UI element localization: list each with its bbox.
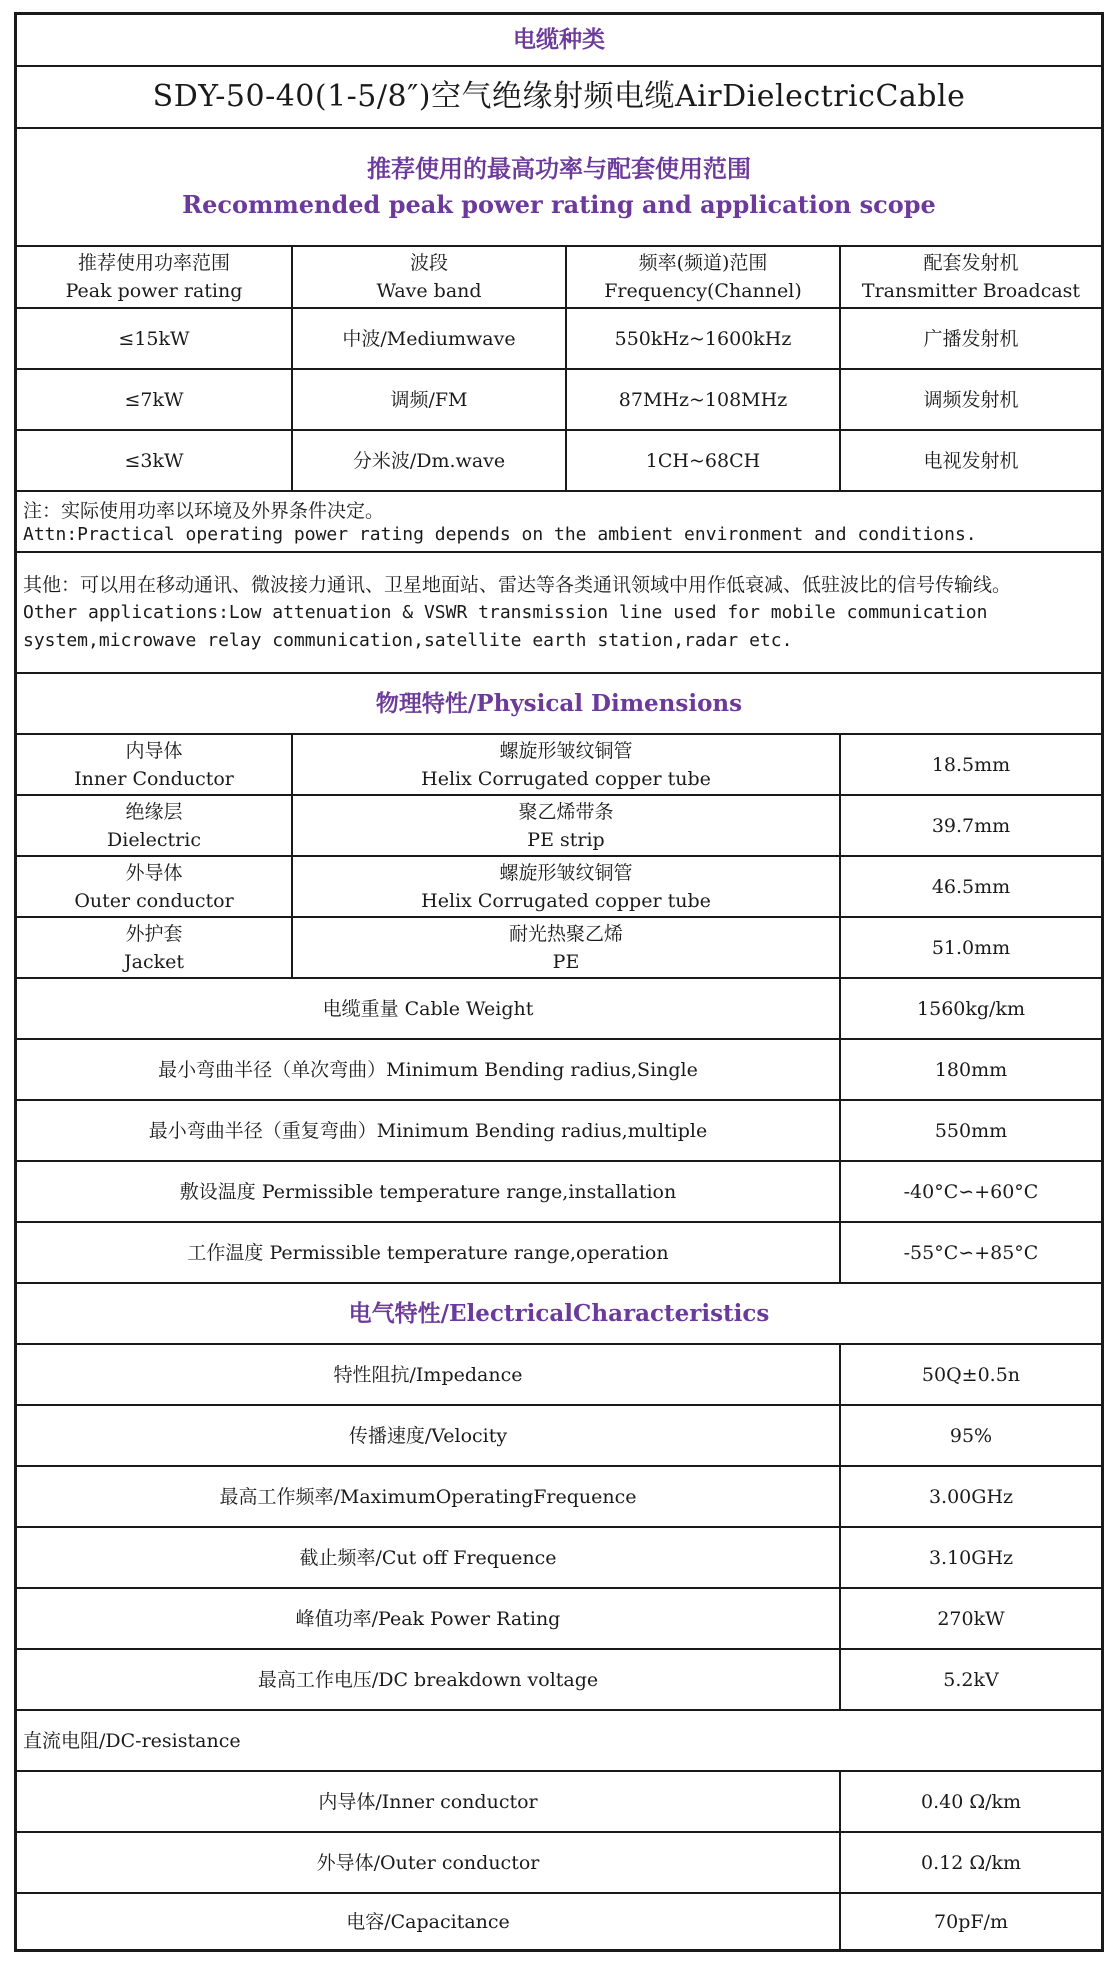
property-value: 3.10GHz bbox=[839, 1528, 1101, 1587]
table-row bbox=[17, 1833, 1101, 1894]
cable-name: SDY-50-40(1-5/8″)空气绝缘射频电缆AirDielectricCable bbox=[152, 79, 966, 114]
layer-name bbox=[17, 796, 291, 855]
col-header-band-cn: 波段 bbox=[409, 252, 448, 274]
transmitter-cell: 电视发射机 bbox=[839, 431, 1101, 490]
col-header-power-en: Peak power rating bbox=[65, 280, 243, 302]
layer-name-cn: 内导体 bbox=[125, 739, 183, 762]
attention-note bbox=[17, 492, 1101, 553]
other-cn: 其他：可以用在移动通讯、微波接力通讯、卫星地面站、雷达等各类通讯领域中用作低衰减、低驻波比的信号传输线。 bbox=[23, 573, 1012, 596]
category-title: 电缆种类 bbox=[513, 26, 605, 53]
property-value: 5.2kV bbox=[839, 1650, 1101, 1709]
col-header-frequency-cn: 频率(频道)范围 bbox=[638, 252, 768, 274]
table-row bbox=[17, 1589, 1101, 1650]
col-header-band-en: Wave band bbox=[376, 280, 482, 302]
note-cn: 注：实际使用功率以环境及外界条件决定。 bbox=[23, 499, 385, 522]
layer-material-en: PE bbox=[552, 950, 580, 973]
attention-note-text bbox=[17, 492, 1101, 551]
property-label: 最小弯曲半径（重复弯曲）Minimum Bending radius,multiple bbox=[148, 1119, 708, 1142]
table-row bbox=[17, 431, 1101, 492]
layer-material-en: PE strip bbox=[527, 828, 605, 851]
physical-section-header bbox=[17, 674, 1101, 735]
table-row bbox=[17, 1101, 1101, 1162]
property-value: 50Q±0.5n bbox=[839, 1345, 1101, 1404]
property-value: -55°C∽+85°C bbox=[839, 1223, 1101, 1282]
layer-material-en: Helix Corrugated copper tube bbox=[421, 889, 711, 912]
col-header-transmitter-cn: 配套发射机 bbox=[923, 252, 1019, 274]
transmitter-cell: 调频发射机 bbox=[839, 370, 1101, 429]
table-row bbox=[17, 735, 1101, 796]
layer-name-cn: 绝缘层 bbox=[125, 800, 183, 823]
power-section-title bbox=[17, 129, 1101, 245]
band-cell: 分米波/Dm.wave bbox=[291, 431, 565, 490]
property-value: 70pF/m bbox=[839, 1894, 1101, 1949]
layer-value: 39.7mm bbox=[839, 796, 1101, 855]
table-row bbox=[17, 1162, 1101, 1223]
power-cell: ≤7kW bbox=[124, 388, 184, 411]
cable-name-row bbox=[17, 67, 1101, 129]
table-row bbox=[17, 1345, 1101, 1406]
property-value: 0.12 Ω/km bbox=[839, 1833, 1101, 1892]
table-row bbox=[17, 1772, 1101, 1833]
other-applications-text bbox=[17, 553, 1101, 672]
power-section-header bbox=[17, 129, 1101, 247]
layer-name-en: Outer conductor bbox=[74, 889, 234, 912]
property-label: 最小弯曲半径（单次弯曲）Minimum Bending radius,Single bbox=[158, 1058, 698, 1081]
layer-material-cn: 聚乙烯带条 bbox=[518, 800, 614, 823]
power-section-title-cn: 推荐使用的最高功率与配套使用范围 bbox=[367, 154, 751, 183]
layer-name-cn: 外导体 bbox=[125, 861, 183, 884]
band-cell: 中波/Mediumwave bbox=[291, 309, 565, 368]
spec-sheet bbox=[14, 12, 1104, 1952]
other-en: Other applications:Low attenuation & VSWR transmission line used for mobile communication system,microwave relay communication,satellite earth station,radar etc. bbox=[23, 601, 988, 651]
band-cell: 调频/FM bbox=[291, 370, 565, 429]
note-en: Attn:Practical operating power rating depends on the ambient environment and conditions. bbox=[23, 523, 977, 545]
layer-value: 18.5mm bbox=[839, 735, 1101, 794]
electrical-section-title: 电气特性/ElectricalCharacteristics bbox=[348, 1299, 770, 1327]
layer-name bbox=[17, 857, 291, 916]
property-value: 3.00GHz bbox=[839, 1467, 1101, 1526]
col-header-power-cn: 推荐使用功率范围 bbox=[77, 252, 230, 274]
frequency-cell: 550kHz~1600kHz bbox=[565, 309, 839, 368]
dc-resistance-header bbox=[17, 1711, 1101, 1772]
layer-material-cn: 螺旋形皱纹铜管 bbox=[499, 739, 633, 762]
property-label: 敷设温度 Permissible temperature range,installation bbox=[179, 1180, 677, 1203]
physical-section-title: 物理特性/Physical Dimensions bbox=[375, 689, 743, 717]
table-row bbox=[17, 1894, 1101, 1949]
layer-material bbox=[291, 918, 839, 977]
table-row bbox=[17, 1467, 1101, 1528]
table-row bbox=[17, 370, 1101, 431]
col-header-frequency-en: Frequency(Channel) bbox=[604, 280, 802, 302]
property-value: -40°C∽+60°C bbox=[839, 1162, 1101, 1221]
table-row bbox=[17, 979, 1101, 1040]
layer-material bbox=[291, 735, 839, 794]
col-header-power bbox=[17, 247, 291, 307]
layer-material-cn: 螺旋形皱纹铜管 bbox=[499, 861, 633, 884]
frequency-cell: 1CH~68CH bbox=[565, 431, 839, 490]
table-row bbox=[17, 796, 1101, 857]
layer-name bbox=[17, 918, 291, 977]
other-applications bbox=[17, 553, 1101, 674]
layer-material bbox=[291, 796, 839, 855]
property-label: 电缆重量 Cable Weight bbox=[322, 997, 534, 1020]
table-row bbox=[17, 918, 1101, 979]
property-label: 传播速度/Velocity bbox=[348, 1424, 508, 1447]
table-row bbox=[17, 1406, 1101, 1467]
layer-value: 51.0mm bbox=[839, 918, 1101, 977]
property-label: 工作温度 Permissible temperature range,operation bbox=[187, 1241, 669, 1264]
col-header-transmitter-en: Transmitter Broadcast bbox=[861, 280, 1081, 302]
property-label: 电容/Capacitance bbox=[346, 1910, 510, 1933]
property-label: 截止频率/Cut off Frequence bbox=[299, 1546, 557, 1569]
layer-name-en: Jacket bbox=[124, 950, 184, 973]
dc-resistance-title: 直流电阻/DC-resistance bbox=[23, 1729, 241, 1752]
layer-name-cn: 外护套 bbox=[125, 922, 183, 945]
layer-material-cn: 耐光热聚乙烯 bbox=[508, 922, 623, 945]
property-value: 180mm bbox=[839, 1040, 1101, 1099]
layer-value: 46.5mm bbox=[839, 857, 1101, 916]
property-label: 最高工作频率/MaximumOperatingFrequence bbox=[219, 1485, 637, 1508]
property-label: 最高工作电压/DC breakdown voltage bbox=[257, 1668, 599, 1691]
table-row bbox=[17, 1528, 1101, 1589]
layer-name bbox=[17, 735, 291, 794]
col-header-frequency bbox=[565, 247, 839, 307]
power-section-title-en: Recommended peak power rating and application scope bbox=[182, 190, 936, 219]
category-row bbox=[17, 15, 1101, 67]
layer-material bbox=[291, 857, 839, 916]
transmitter-cell: 广播发射机 bbox=[839, 309, 1101, 368]
table-row bbox=[17, 309, 1101, 370]
table-row bbox=[17, 857, 1101, 918]
col-header-transmitter bbox=[839, 247, 1101, 307]
layer-name-en: Inner Conductor bbox=[74, 767, 234, 790]
property-label: 特性阻抗/Impedance bbox=[333, 1363, 523, 1386]
power-cell: ≤15kW bbox=[118, 327, 190, 350]
layer-material-en: Helix Corrugated copper tube bbox=[421, 767, 711, 790]
property-label: 峰值功率/Peak Power Rating bbox=[295, 1607, 561, 1630]
power-cell: ≤3kW bbox=[124, 449, 184, 472]
property-label: 内导体/Inner conductor bbox=[318, 1790, 538, 1813]
table-row bbox=[17, 1223, 1101, 1284]
property-value: 270kW bbox=[839, 1589, 1101, 1648]
table-row bbox=[17, 1040, 1101, 1101]
property-value: 1560kg/km bbox=[839, 979, 1101, 1038]
property-value: 0.40 Ω/km bbox=[839, 1772, 1101, 1831]
property-value: 550mm bbox=[839, 1101, 1101, 1160]
property-value: 95% bbox=[839, 1406, 1101, 1465]
col-header-band bbox=[291, 247, 565, 307]
frequency-cell: 87MHz~108MHz bbox=[565, 370, 839, 429]
power-table-header bbox=[17, 247, 1101, 309]
table-row bbox=[17, 1650, 1101, 1711]
property-label: 外导体/Outer conductor bbox=[316, 1851, 540, 1874]
layer-name-en: Dielectric bbox=[107, 828, 201, 851]
electrical-section-header bbox=[17, 1284, 1101, 1345]
